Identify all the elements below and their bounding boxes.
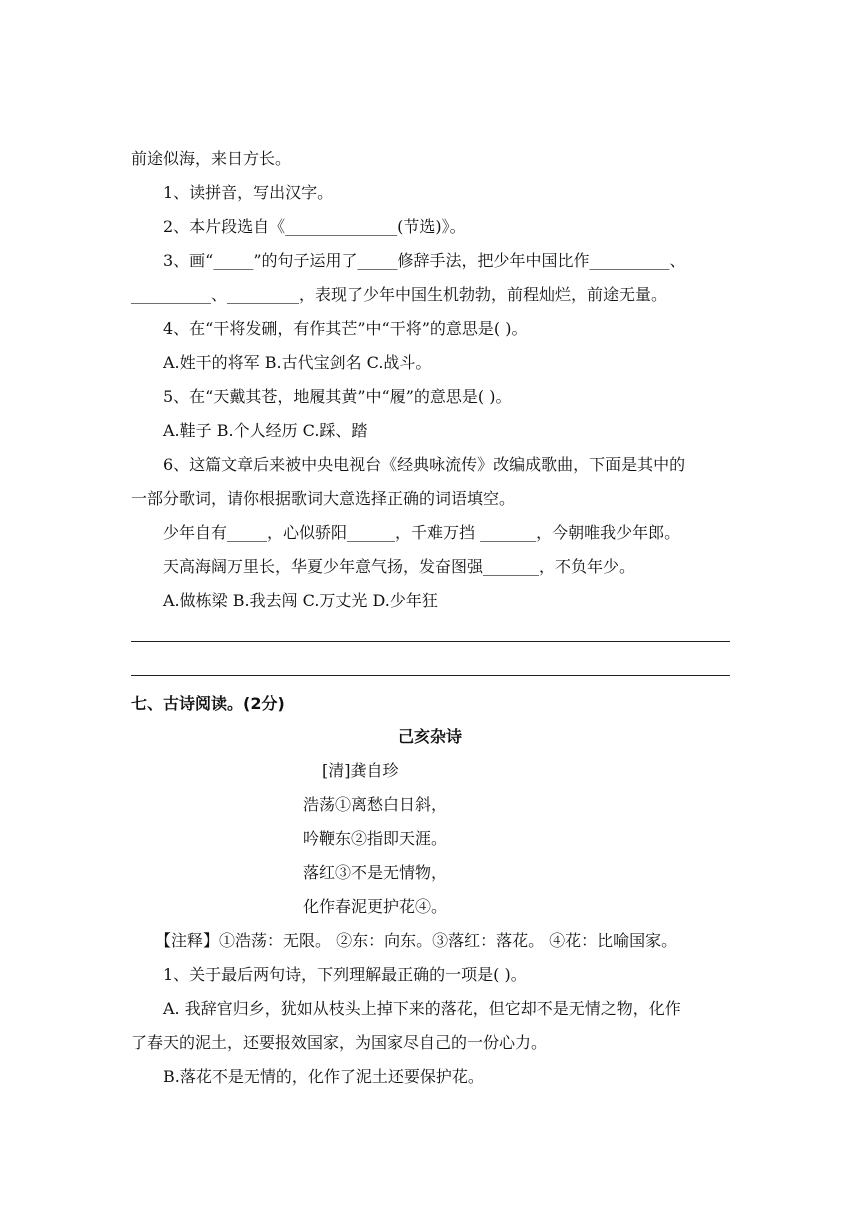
answer-line-2 (131, 675, 730, 676)
text-line: 前途似海，来日方长。 (131, 149, 292, 168)
question-6: 6、这篇文章后来被中央电视台《经典咏流传》改编成歌曲，下面是其中的 (163, 455, 686, 474)
question-6-cont: 一部分歌词，请你根据歌词大意选择正确的词语填空。 (131, 489, 516, 508)
lyrics-line-1: 少年自有_____，心似骄阳______，千难万挡 _______，今朝唯我少年郎。 (163, 523, 681, 542)
question-2: 2、本片段选自《______________(节选)》。 (163, 217, 466, 236)
poem-line: 化作春泥更护花④。 (303, 897, 448, 916)
poem-author: [清]龚自珍 (322, 761, 399, 780)
question-3: 3、画“_____”的句子运用了_____修辞手法，把少年中国比作__________、 (163, 251, 686, 270)
option-a: A. 我辞官归乡，犹如从枝头上掉下来的落花，但它却不是无情之物，化作 (163, 999, 681, 1018)
lyrics-line-2: 天高海阔万里长，华夏少年意气扬，发奋图强_______，不负年少。 (163, 557, 636, 576)
poem-title: 己亥杂诗 (397, 727, 462, 746)
poem-line: 吟鞭东②指即天涯。 (303, 829, 448, 848)
question-5-options: A.鞋子 B.个人经历 C.踩、踏 (163, 421, 368, 440)
question-3-cont: __________、_________，表现了少年中国生机勃勃，前程灿烂，前途无量。 (131, 285, 668, 304)
question-4: 4、在“干将发硎，有作其芒”中“干将”的意思是( )。 (163, 319, 528, 338)
poem-notes: 【注释】①浩荡：无限。 ②东：向东。③落红：落花。 ④花：比喻国家。 (155, 931, 678, 950)
question-4-options: A.姓干的将军 B.古代宝剑名 C.战斗。 (163, 353, 432, 372)
option-a-cont: 了春天的泥土，还要报效国家，为国家尽自己的一份心力。 (131, 1033, 548, 1052)
poem-line: 落红③不是无情物， (303, 863, 448, 882)
section-heading: 七、古诗阅读。(2分) (131, 694, 285, 713)
question-1: 1、读拼音，写出汉字。 (163, 183, 334, 202)
option-b: B.落花不是无情的，化作了泥土还要保护花。 (163, 1067, 484, 1086)
poem-line: 浩荡①离愁白日斜， (303, 795, 448, 814)
question-6-options: A.做栋梁 B.我去闯 C.万丈光 D.少年狂 (163, 591, 438, 610)
question-5: 5、在“天戴其苍，地履其黄”中“履”的意思是( )。 (163, 387, 512, 406)
poem-question-1: 1、关于最后两句诗，下列理解最正确的一项是( )。 (163, 965, 527, 984)
answer-line-1 (131, 641, 730, 642)
